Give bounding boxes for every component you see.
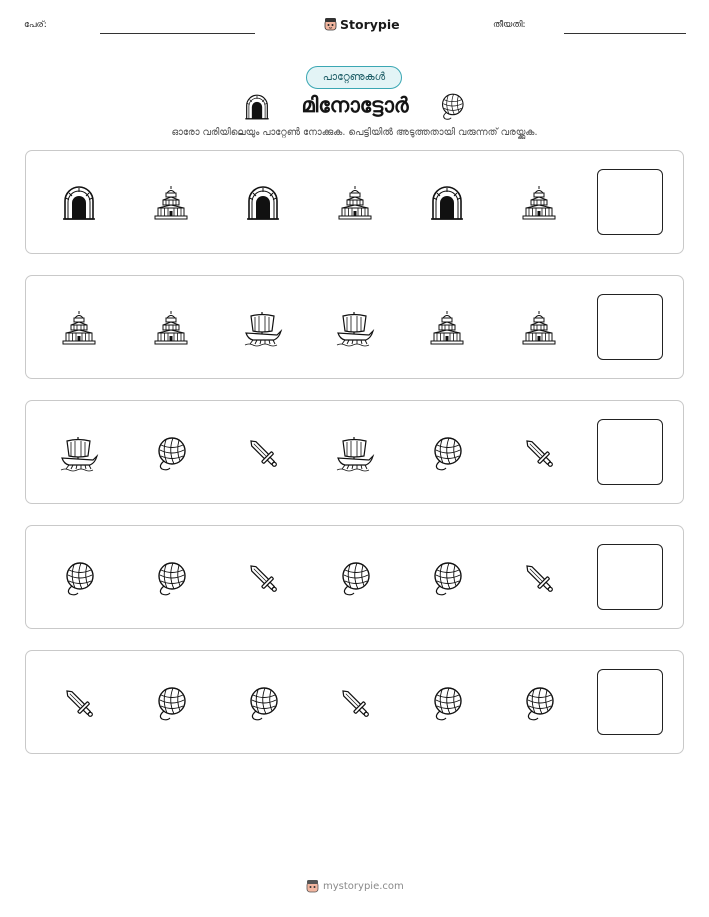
sword-icon <box>519 556 559 600</box>
yarn-ball-icon <box>151 431 191 475</box>
answer-box[interactable] <box>597 419 663 485</box>
pattern-row <box>25 275 684 379</box>
yarn-ball-icon <box>427 431 467 475</box>
temple-icon <box>151 181 191 225</box>
labyrinth-icon <box>243 181 283 225</box>
title-row <box>0 91 709 121</box>
sword-icon <box>335 681 375 725</box>
topic-badge: പാറ്റേണുകൾ <box>306 66 402 89</box>
answer-box[interactable] <box>597 544 663 610</box>
sword-icon <box>243 556 283 600</box>
yarn-ball-icon <box>427 681 467 725</box>
temple-icon <box>519 181 559 225</box>
instructions: ഓരോ വരിയിലെയും പാറ്റേൺ നോക്കുക. പെട്ടിയിൽ അടുത്തതായി വരുന്നത് വരയ്ക്കുക. <box>171 127 538 138</box>
yarn-ball-icon <box>427 556 467 600</box>
storypie-mascot-icon <box>324 17 337 31</box>
yarn-ball-icon <box>335 556 375 600</box>
sword-icon <box>243 431 283 475</box>
date-label: തീയതി: <box>493 20 526 30</box>
temple-icon <box>151 306 191 350</box>
temple-icon <box>59 306 99 350</box>
page-title: മിനോട്ടോർ <box>301 93 409 117</box>
name-field[interactable] <box>100 33 255 34</box>
footer <box>0 879 709 899</box>
temple-icon <box>427 306 467 350</box>
worksheet-header <box>0 14 709 38</box>
pattern-row <box>25 525 684 629</box>
pattern-row <box>25 150 684 254</box>
name-label: പേര്: <box>24 20 47 30</box>
footer-url: mystorypie.com <box>323 880 404 892</box>
yarn-ball-icon <box>151 681 191 725</box>
labyrinth-icon <box>427 181 467 225</box>
ship-icon <box>335 306 375 350</box>
ship-icon <box>243 306 283 350</box>
ship-icon <box>59 431 99 475</box>
sword-icon <box>519 431 559 475</box>
yarn-ball-icon <box>151 556 191 600</box>
answer-box[interactable] <box>597 294 663 360</box>
labyrinth-icon <box>243 93 271 125</box>
yarn-ball-icon <box>437 91 467 125</box>
yarn-ball-icon <box>243 681 283 725</box>
sword-icon <box>59 681 99 725</box>
answer-box[interactable] <box>597 669 663 735</box>
yarn-ball-icon <box>59 556 99 600</box>
answer-box[interactable] <box>597 169 663 235</box>
pattern-row <box>25 650 684 754</box>
date-field[interactable] <box>564 33 686 34</box>
brand-logo <box>324 14 400 34</box>
ship-icon <box>335 431 375 475</box>
temple-icon <box>335 181 375 225</box>
temple-icon <box>519 306 559 350</box>
yarn-ball-icon <box>519 681 559 725</box>
pattern-row <box>25 400 684 504</box>
brand-name: Storypie <box>340 16 400 32</box>
storypie-mascot-icon <box>306 879 319 893</box>
labyrinth-icon <box>59 181 99 225</box>
